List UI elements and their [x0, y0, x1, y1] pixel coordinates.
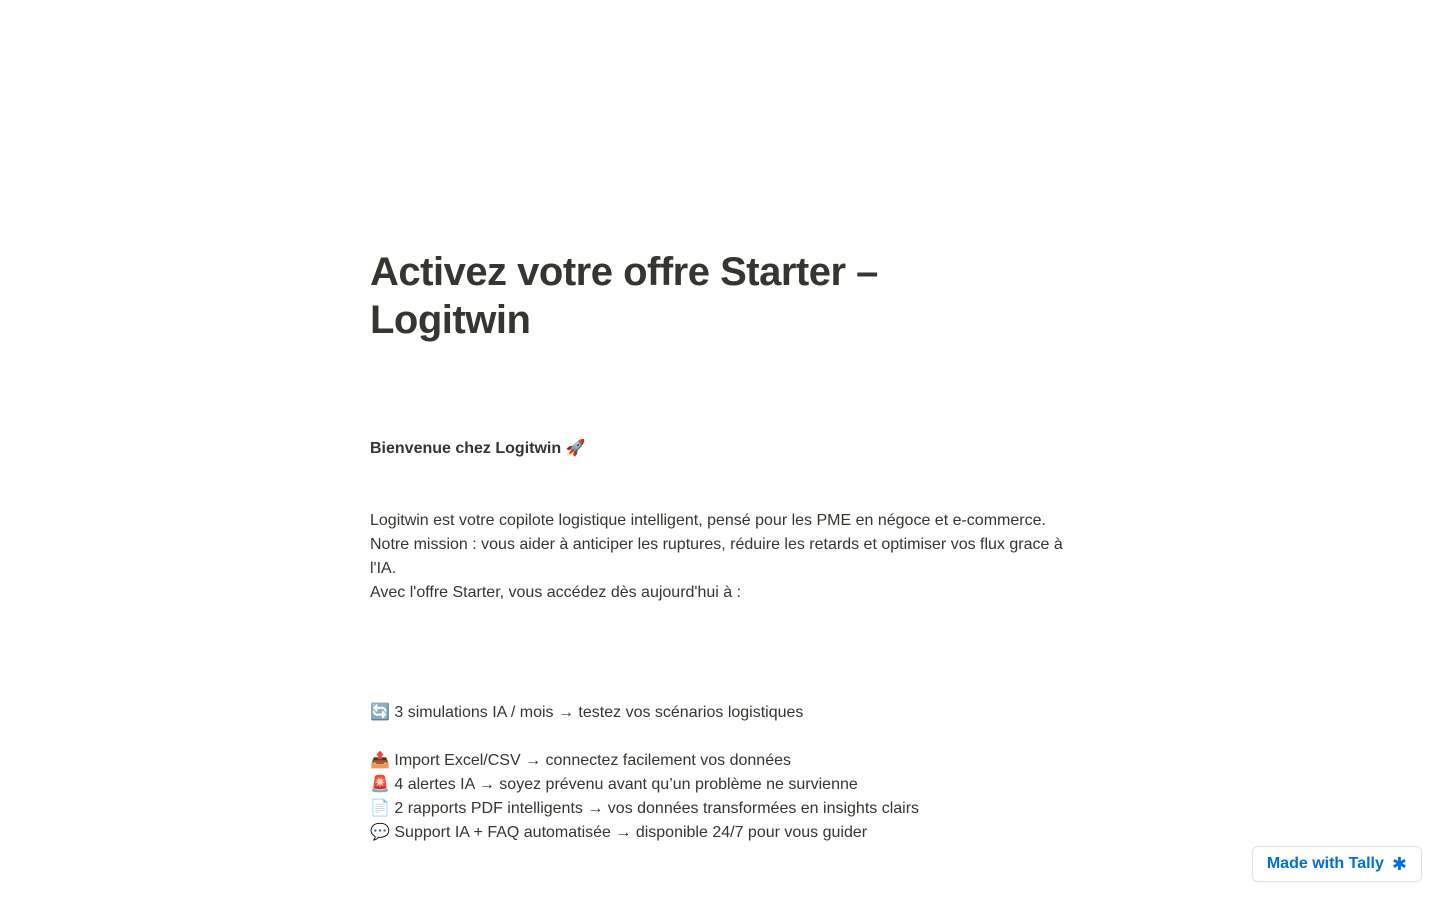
asterisk-icon: ✱	[1391, 854, 1407, 874]
intro-paragraph: Logitwin est votre copilote logistique intelligent, pensé pour les PME en négoce et e-commerce.	[370, 512, 1046, 529]
spacer	[370, 725, 1070, 749]
feature-item-simulations: 🔄 3 simulations IA / mois → testez vos scénarios logistiques	[370, 704, 804, 721]
welcome-text: Bienvenue chez Logitwin 🚀	[370, 440, 586, 457]
intro-paragraph: Notre mission : vous aider à anticiper les ruptures, réduire les retards et optimiser vos flux grace à l'IA.	[370, 536, 1063, 577]
feature-item-alerts: 🚨 4 alertes IA → soyez prévenu avant qu’un problème ne survienne	[370, 776, 858, 793]
made-with-tally-badge[interactable]	[1252, 846, 1422, 882]
intro-block	[370, 509, 1070, 605]
feature-item-reports: 📄 2 rapports PDF intelligents → vos données transformées en insights clairs	[370, 800, 920, 817]
form-container	[370, 248, 1070, 841]
page-title: Activez votre offre Starter – Logitwin	[370, 250, 878, 342]
feature-item-support: 💬 Support IA + FAQ automatisée → disponible 24/7 pour vous guider	[370, 824, 868, 841]
features-list	[370, 701, 1070, 845]
intro-paragraph: Avec l'offre Starter, vous accédez dès aujourd'hui à :	[370, 584, 742, 601]
feature-item-import: 📤 Import Excel/CSV → connectez facilement vos données	[370, 752, 791, 769]
made-with-tally-label: Made with Tally	[1266, 855, 1384, 872]
